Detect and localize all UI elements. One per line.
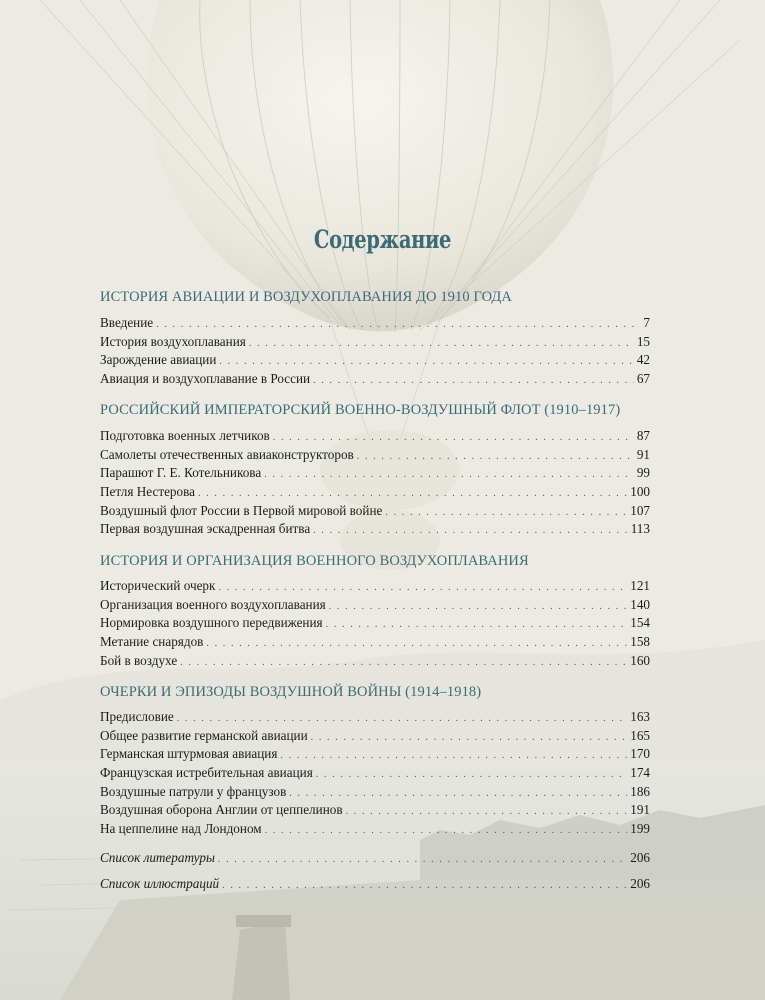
entry-page: 165 [630,727,650,743]
leader-dots [326,619,628,630]
toc-entry-bibliography[interactable] [100,850,650,869]
entry-label: Подготовка военных летчиков [100,428,270,443]
toc-entry[interactable] [100,709,650,728]
toc-entry[interactable] [100,371,650,390]
entry-page: 160 [630,652,650,668]
entry-label: Петля Нестерова [100,484,196,500]
entry-page: 199 [630,821,650,837]
leader-dots [346,806,628,817]
toc-entry-illustrations[interactable] [100,876,650,895]
entry-page: 191 [630,802,650,818]
leader-dots [329,601,627,612]
entry-label: Список иллюстраций [100,876,220,891]
entry-page: 67 [636,371,650,387]
leader-dots [219,356,633,367]
leader-dots [177,713,627,724]
entry-page: 121 [630,578,650,593]
toc-entry[interactable] [100,334,650,353]
entry-label: Метание снарядов [100,634,204,650]
entry-page: 100 [630,484,650,500]
toc-entry[interactable] [100,465,650,484]
section-entries-1 [100,315,650,390]
entry-label: Французская истребительная авиация [100,765,313,781]
section-entries-3 [100,578,650,671]
entry-page: 170 [630,746,650,762]
entry-label: Германская штурмовая авиация [100,746,278,762]
entry-page: 15 [636,333,650,349]
leader-dots [222,880,627,891]
leader-dots [156,319,640,330]
entry-page: 158 [630,634,650,650]
toc-entry[interactable] [100,521,650,540]
entry-label: Зарождение авиации [100,352,217,368]
toc-entry[interactable] [100,597,650,616]
entry-page: 140 [630,596,650,612]
toc-entry[interactable] [100,784,650,803]
entry-label: Организация военного воздухоплавания [100,596,326,612]
entry-label: Воздушные патрули у французов [100,783,287,799]
leader-dots [265,825,628,836]
entry-page: 7 [643,315,650,330]
entry-label: Авиация и воздухоплавание в России [100,371,311,387]
leader-dots [280,750,627,761]
toc-entry[interactable] [100,503,650,522]
section-entries-2 [100,428,650,540]
section-heading-1: ИСТОРИЯ АВИАЦИИ И ВОЗДУХОПЛАВАНИЯ ДО 1910 ГОДА [100,289,512,305]
page-title: Содержание [313,225,452,254]
entry-label: На цеппелине над Лондоном [100,821,262,837]
toc-entry[interactable] [100,728,650,747]
entry-page: 186 [630,783,650,799]
leader-dots [206,638,627,649]
entry-label: Список литературы [100,850,215,865]
entry-page: 174 [630,765,650,781]
entry-label: Бой в воздухе [100,652,178,668]
toc-entry[interactable] [100,746,650,765]
toc-entry[interactable] [100,653,650,672]
leader-dots [357,451,634,462]
toc-entry[interactable] [100,352,650,371]
leader-dots [273,432,634,443]
entry-page: 163 [630,709,650,724]
entry-page: 42 [636,352,650,368]
entry-label: Парашют Г. Е. Котельникова [100,465,262,481]
appendix-entries [100,850,650,869]
toc-entry[interactable] [100,315,650,334]
toc-entry[interactable] [100,821,650,840]
toc-entry[interactable] [100,428,650,447]
entry-label: Нормировка воздушного передвижения [100,615,323,631]
entry-label: Воздушная оборона Англии от цеппелинов [100,802,343,818]
toc-entry[interactable] [100,765,650,784]
toc-entry[interactable] [100,802,650,821]
entry-page: 113 [630,521,650,537]
leader-dots [311,732,628,743]
leader-dots [249,338,634,349]
entry-page: 206 [630,876,650,891]
appendix-entries-2 [100,876,650,895]
section-heading-2: РОССИЙСКИЙ ИМПЕРАТОРСКИЙ ВОЕННО-ВОЗДУШНЫЙ ФЛОТ (1910–1917) [100,402,621,418]
entry-page: 99 [636,465,650,481]
section-heading-4: ОЧЕРКИ И ЭПИЗОДЫ ВОЗДУШНОЙ ВОЙНЫ (1914–1918) [100,684,482,700]
leader-dots [385,507,627,518]
entry-label: Исторический очерк [100,578,216,593]
toc-entry[interactable] [100,484,650,503]
entry-label: Общее развитие германской авиации [100,727,308,743]
leader-dots [198,488,627,499]
leader-dots [313,525,628,536]
toc-entry[interactable] [100,615,650,634]
entry-page: 154 [630,615,650,631]
leader-dots [313,375,634,386]
section-heading-3: ИСТОРИЯ И ОРГАНИЗАЦИЯ ВОЕННОГО ВОЗДУХОПЛАВАНИЯ [100,553,529,569]
leader-dots [264,469,634,480]
entry-page: 91 [636,446,650,462]
entry-label: Первая воздушная эскадренная битва [100,521,311,537]
toc-entry[interactable] [100,447,650,466]
entry-page: 206 [630,850,650,865]
toc-entry[interactable] [100,578,650,597]
leader-dots [218,854,627,865]
leader-dots [316,769,627,780]
entry-label: История воздухоплавания [100,333,246,349]
entry-page: 107 [630,502,650,518]
entry-label: Предисловие [100,709,174,724]
entry-page: 87 [636,428,650,443]
entry-label: Введение [100,315,154,330]
section-entries-4 [100,709,650,840]
leader-dots [180,657,627,668]
leader-dots [218,582,627,593]
entry-label: Самолеты отечественных авиаконструкторов [100,446,354,462]
leader-dots [289,788,627,799]
toc-entry[interactable] [100,634,650,653]
entry-label: Воздушный флот России в Первой мировой войне [100,502,383,518]
